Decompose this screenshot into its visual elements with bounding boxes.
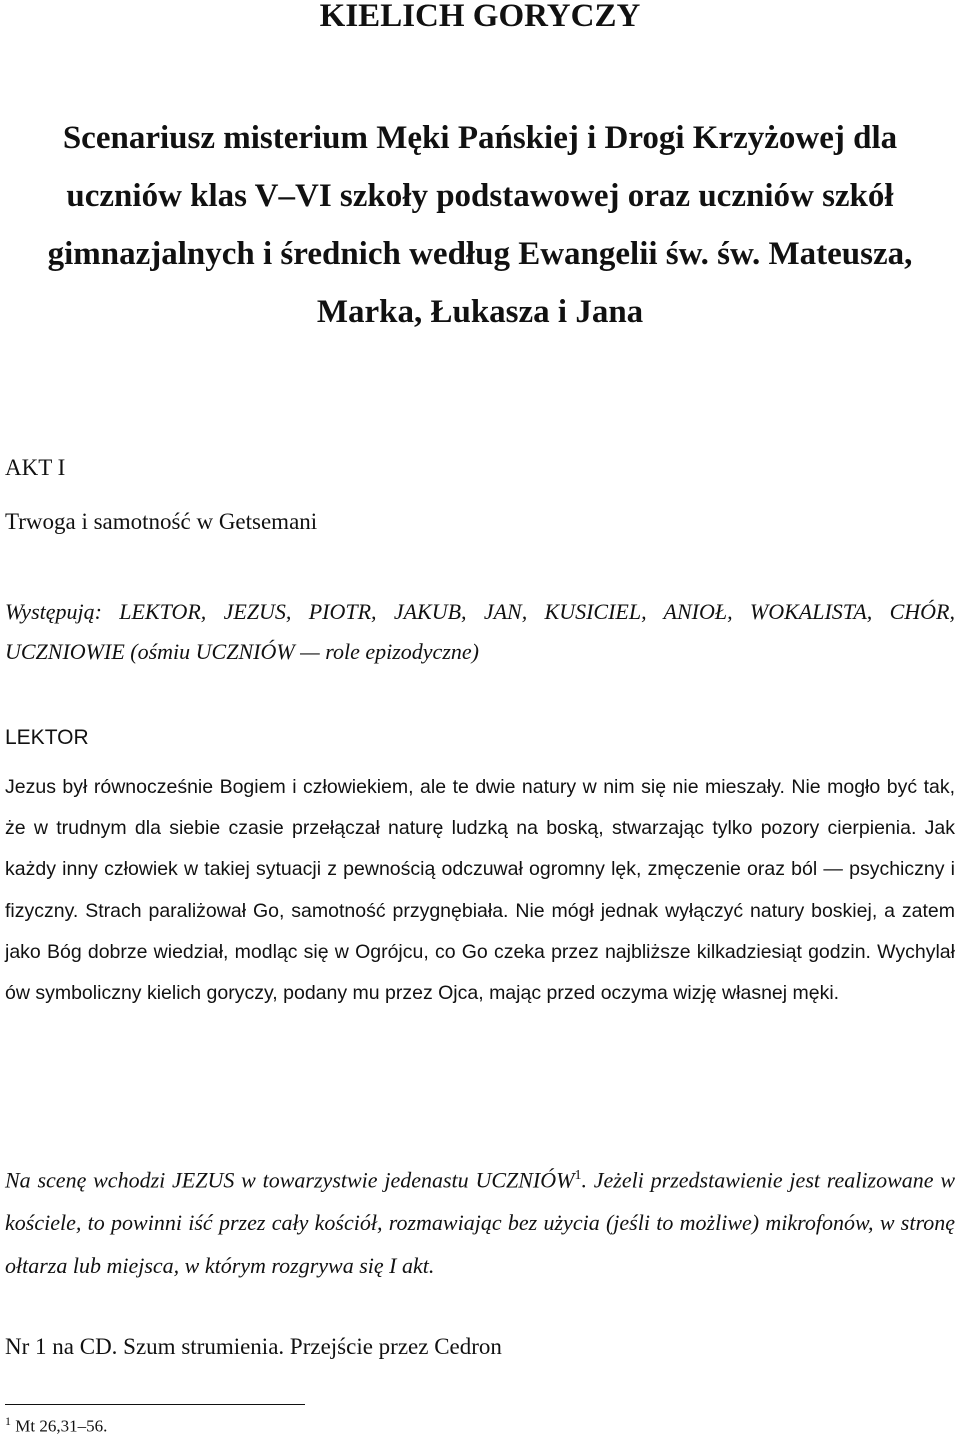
subtitle-line: gimnazjalnych i średnich według Ewangelii św. św. Mateusza, — [47, 236, 913, 272]
footnote-separator — [5, 1404, 305, 1405]
act-heading: AKT I — [5, 455, 66, 480]
document-subtitle — [20, 109, 940, 341]
footnote-number: 1 — [5, 1414, 11, 1428]
narration-paragraph: Jezus był równocześnie Bogiem i człowiekiem, ale te dwie natury w nim się nie mieszały. Nie mogło być tak, że w trudnym dla siebie czasie przełączał naturę ludzką na boską, stwarzając tylko pozory cierpienia. Jak każdy inny człowiek w takiej sytuacji z pewnością odczuwał ogromny lęk, zmęczenie oraz ból — psychiczny i fizyczny. Strach paraliżował Go, samotność przygnębiała. Nie mógł jednak wyłączyć natury boskiej, a zatem jako Bóg dobrze wiedział, modląc się w Ogrójcu, co Go czeka przez najbliższe kilkadziesiąt godzin. Wychylał ów symboliczny kielich goryczy, podany mu przez Ojca, mając przed oczyma wizję własnej męki. — [5, 776, 955, 1005]
subtitle-line: Marka, Łukasza i Jana — [316, 294, 644, 330]
footnote-reference[interactable]: 1 — [574, 1168, 582, 1183]
stage-direction-text: . Jeżeli przedstawienie jest realizowane w kościele, to powinni iść przez cały kościół, rozmawiając bez użycia (jeśli to możliwe) mikrofonów, w stronę ołtarza lub miejsca, w którym rozgrywa się I akt. — [5, 1167, 955, 1279]
footnote — [5, 1414, 107, 1437]
subtitle-line: uczniów klas V–VI szkoły podstawowej oraz uczniów szkół — [66, 178, 894, 214]
act-title: Trwoga i samotność w Getsemani — [5, 509, 318, 534]
footnote-text: Mt 26,31–56. — [11, 1416, 108, 1436]
stage-direction-text: Na scenę wchodzi JEZUS w towarzystwie jedenastu UCZNIÓW — [5, 1167, 575, 1193]
document-title: KIELICH GORYCZY — [319, 0, 641, 34]
stage-direction — [5, 1154, 955, 1287]
subtitle-line: Scenariusz misterium Męki Pańskiej i Drogi Krzyżowej dla — [62, 120, 898, 156]
cast-list: Występują: LEKTOR, JEZUS, PIOTR, JAKUB, JAN, KUSICIEL, ANIOŁ, WOKALISTA, CHÓR, UCZNIOWIE (ośmiu UCZNIÓW — role epizodyczne) — [5, 599, 955, 664]
speaker-label: LEKTOR — [5, 726, 89, 749]
track-note: Nr 1 na CD. Szum strumienia. Przejście przez Cedron — [5, 1334, 502, 1359]
